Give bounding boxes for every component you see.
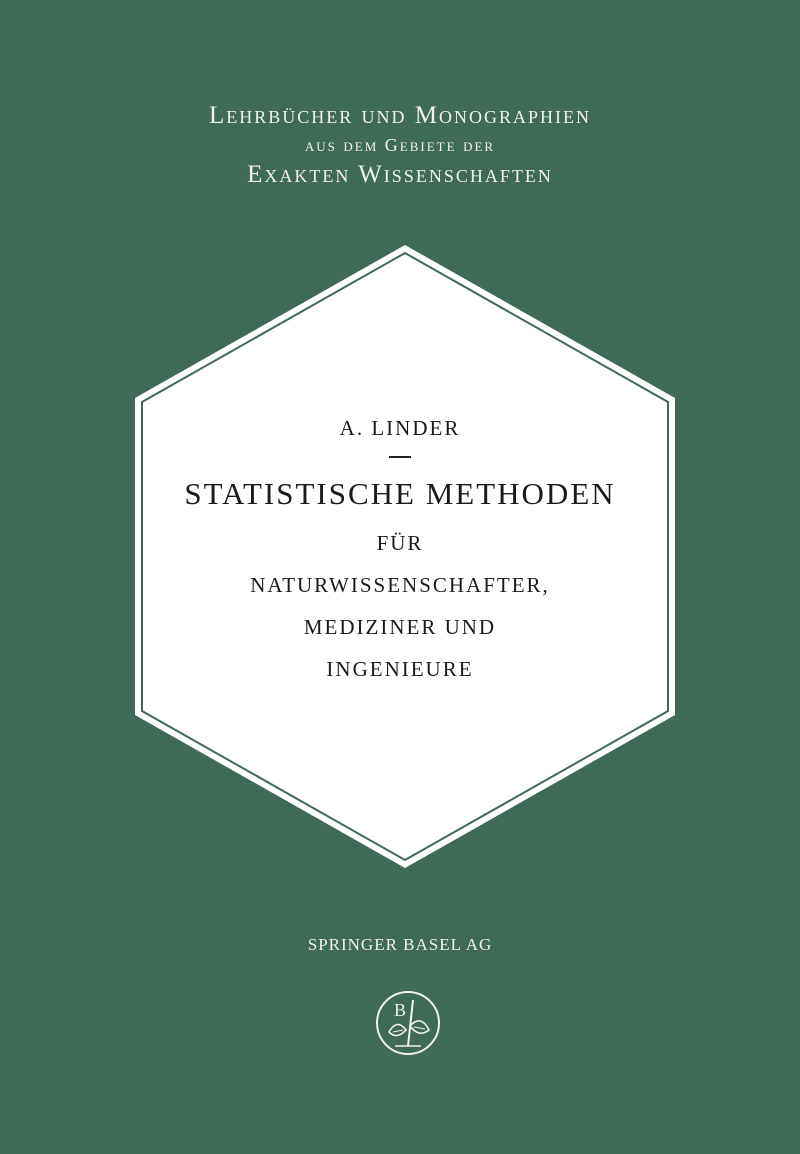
publisher-name: SPRINGER BASEL AG bbox=[307, 935, 493, 954]
series-title-line-1: Lehrbücher und Monographien bbox=[208, 102, 591, 129]
series-title-line-3: Exakten Wissenschaften bbox=[247, 161, 553, 188]
logo-letter: B bbox=[393, 1000, 407, 1020]
series-title-line-2: aus dem Gebiete der bbox=[304, 135, 496, 155]
birkhauser-tree-logo-icon bbox=[375, 990, 441, 1056]
subtitle-line-4: INGENIEURE bbox=[326, 657, 474, 681]
title-block bbox=[0, 414, 800, 690]
subtitle-line-3: MEDIZINER UND bbox=[303, 615, 497, 639]
book-title: STATISTISCHE METHODEN bbox=[184, 476, 616, 511]
author-name: A. LINDER bbox=[339, 416, 461, 440]
subtitle-line-1: FÜR bbox=[376, 531, 424, 555]
subtitle-line-2: NATURWISSENSCHAFTER, bbox=[250, 573, 550, 597]
divider-rule bbox=[389, 456, 411, 458]
